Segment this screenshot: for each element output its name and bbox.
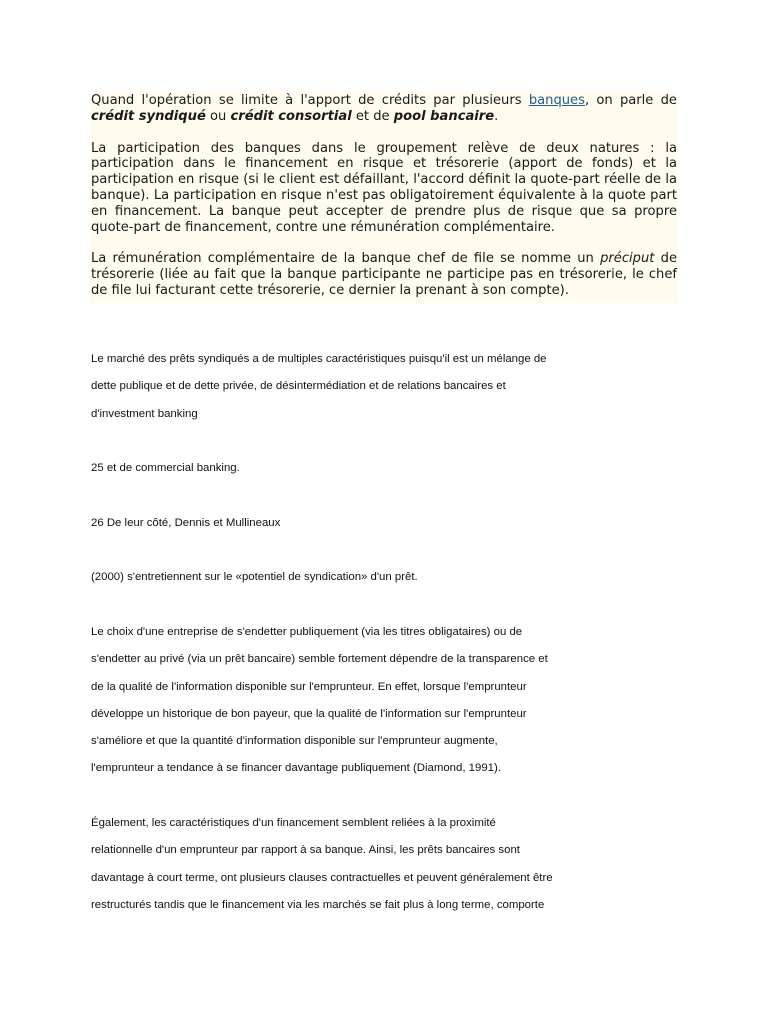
excerpt-paragraph-2: La participation des banques dans le groupement relève de deux natures : la participation dans le financement en risque et trésorerie (apport de fonds) et la participation en risque (si le client est défaillant, l'accord définit la quote-part réelle de la banque). La participation en risque n'est pas obligatoirement équivalente à la quote part en financement. La banque peut accepter de prendre plus de risque que sa propre quote-part de financement, contre une rémunération complémentaire.: [91, 140, 677, 235]
term-pool-bancaire: pool bancaire: [393, 108, 495, 124]
body-line: dette publique et de dette privée, de désintermédiation et de relations bancaires et: [91, 380, 506, 393]
blank-line: [91, 592, 651, 619]
body-line: s'endetter au privé (via un prêt bancaire) semble fortement dépendre de la transparence et: [91, 653, 548, 666]
body-line: Également, les caractéristiques d'un financement semblent reliées à la proximité: [91, 817, 496, 830]
body-line: l'emprunteur a tendance à se financer davantage publiquement (Diamond, 1991).: [91, 762, 501, 775]
body-line: davantage à court terme, ont plusieurs clauses contractuelles et peuvent généralement être: [91, 871, 553, 884]
body-line: (2000) s'entretiennent sur le «potentiel de syndication» d'un prêt.: [91, 571, 418, 584]
body-line: d'investment banking: [91, 407, 198, 420]
text-run: de trésorerie (liée au fait que la banque participante ne participe pas en trésorerie, le chef de file lui facturant cette trésorerie, ce dernier la prenant à son compte).: [91, 251, 677, 298]
body-line: relationnelle d'un emprunteur par rapport à sa banque. Ainsi, les prêts bancaires sont: [91, 844, 520, 857]
blank-line: [91, 428, 651, 455]
excerpt-paragraph-1: [91, 93, 677, 125]
blank-line: [91, 783, 651, 810]
term-credit-syndique: crédit syndiqué: [91, 108, 206, 124]
text-run: ou: [205, 108, 231, 124]
body-line: s'améliore et que la quantité d'information disponible sur l'emprunteur augmente,: [91, 735, 498, 748]
text-run: .: [494, 108, 499, 124]
blank-line: [91, 537, 651, 564]
term-credit-consortial: crédit consortial: [230, 108, 352, 124]
text-run: Quand l'opération se limite à l'apport de crédits par plusieurs: [91, 93, 529, 108]
body-line: de la qualité de l'information disponible sur l'emprunteur. En effet, lorsque l'emprunteur: [91, 680, 527, 693]
document-body: [91, 346, 651, 919]
text-run: , on parle de: [584, 93, 677, 108]
body-line: Le choix d'une entreprise de s'endetter publiquement (via les titres obligataires) ou de: [91, 625, 523, 638]
body-line: restructurés tandis que le financement via les marchés se fait plus à long terme, comporte: [91, 898, 545, 911]
highlighted-excerpt: [91, 91, 677, 303]
body-line: développe un historique de bon payeur, que la qualité de l'information sur l'emprunteur: [91, 707, 527, 720]
body-line: 25 et de commercial banking.: [91, 462, 240, 475]
banques-link[interactable]: banques: [528, 93, 585, 108]
text-run: et de: [351, 108, 394, 124]
blank-line: [91, 482, 651, 509]
body-line: Le marché des prêts syndiqués a de multiples caractéristiques puisqu'il est un mélange de: [91, 353, 547, 365]
term-preciput: préciput: [600, 251, 655, 267]
text-run: La rémunération complémentaire de la banque chef de file se nomme un: [91, 251, 601, 267]
excerpt-paragraph-3: [91, 251, 677, 298]
body-line: 26 De leur côté, Dennis et Mullineaux: [91, 516, 281, 529]
